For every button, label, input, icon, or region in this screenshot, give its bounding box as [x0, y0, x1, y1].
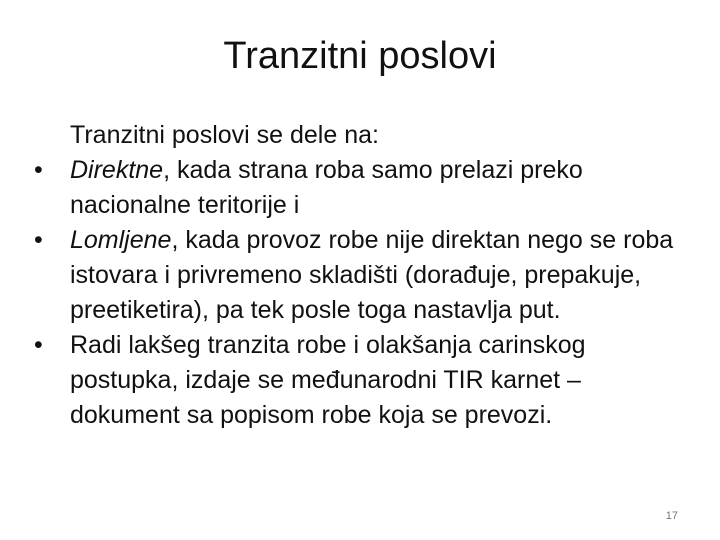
- slide-title: Tranzitni poslovi: [223, 35, 497, 77]
- slide-content: [34, 118, 684, 433]
- bullet-item-direktne: [34, 153, 684, 223]
- bullet-list: [34, 153, 684, 433]
- bullet-marker: •: [34, 331, 43, 359]
- bullet-emphasis: Lomljene: [70, 226, 172, 254]
- bullet-marker: •: [34, 156, 43, 184]
- intro-text: Tranzitni poslovi se dele na:: [70, 121, 379, 149]
- bullet-item-lomljene: [34, 223, 684, 328]
- bullet-text: , kada strana roba samo prelazi preko nacionalne teritorije i: [70, 156, 583, 219]
- bullet-text: Radi lakšeg tranzita robe i olakšanja carinskog postupka, izdaje se međunarodni TIR karnet – dokument sa popisom robe koja se prevozi.: [70, 331, 586, 429]
- bullet-marker: •: [34, 226, 43, 254]
- bullet-emphasis: Direktne: [70, 156, 164, 184]
- bullet-item-tir-karnet: [34, 328, 684, 433]
- bullet-text: , kada provoz robe nije direktan nego se roba istovara i privremeno skladišti (dorađuje, prepakuje, preetiketira), pa tek posle toga nastavlja put.: [70, 226, 674, 324]
- page-number: 17: [665, 510, 678, 522]
